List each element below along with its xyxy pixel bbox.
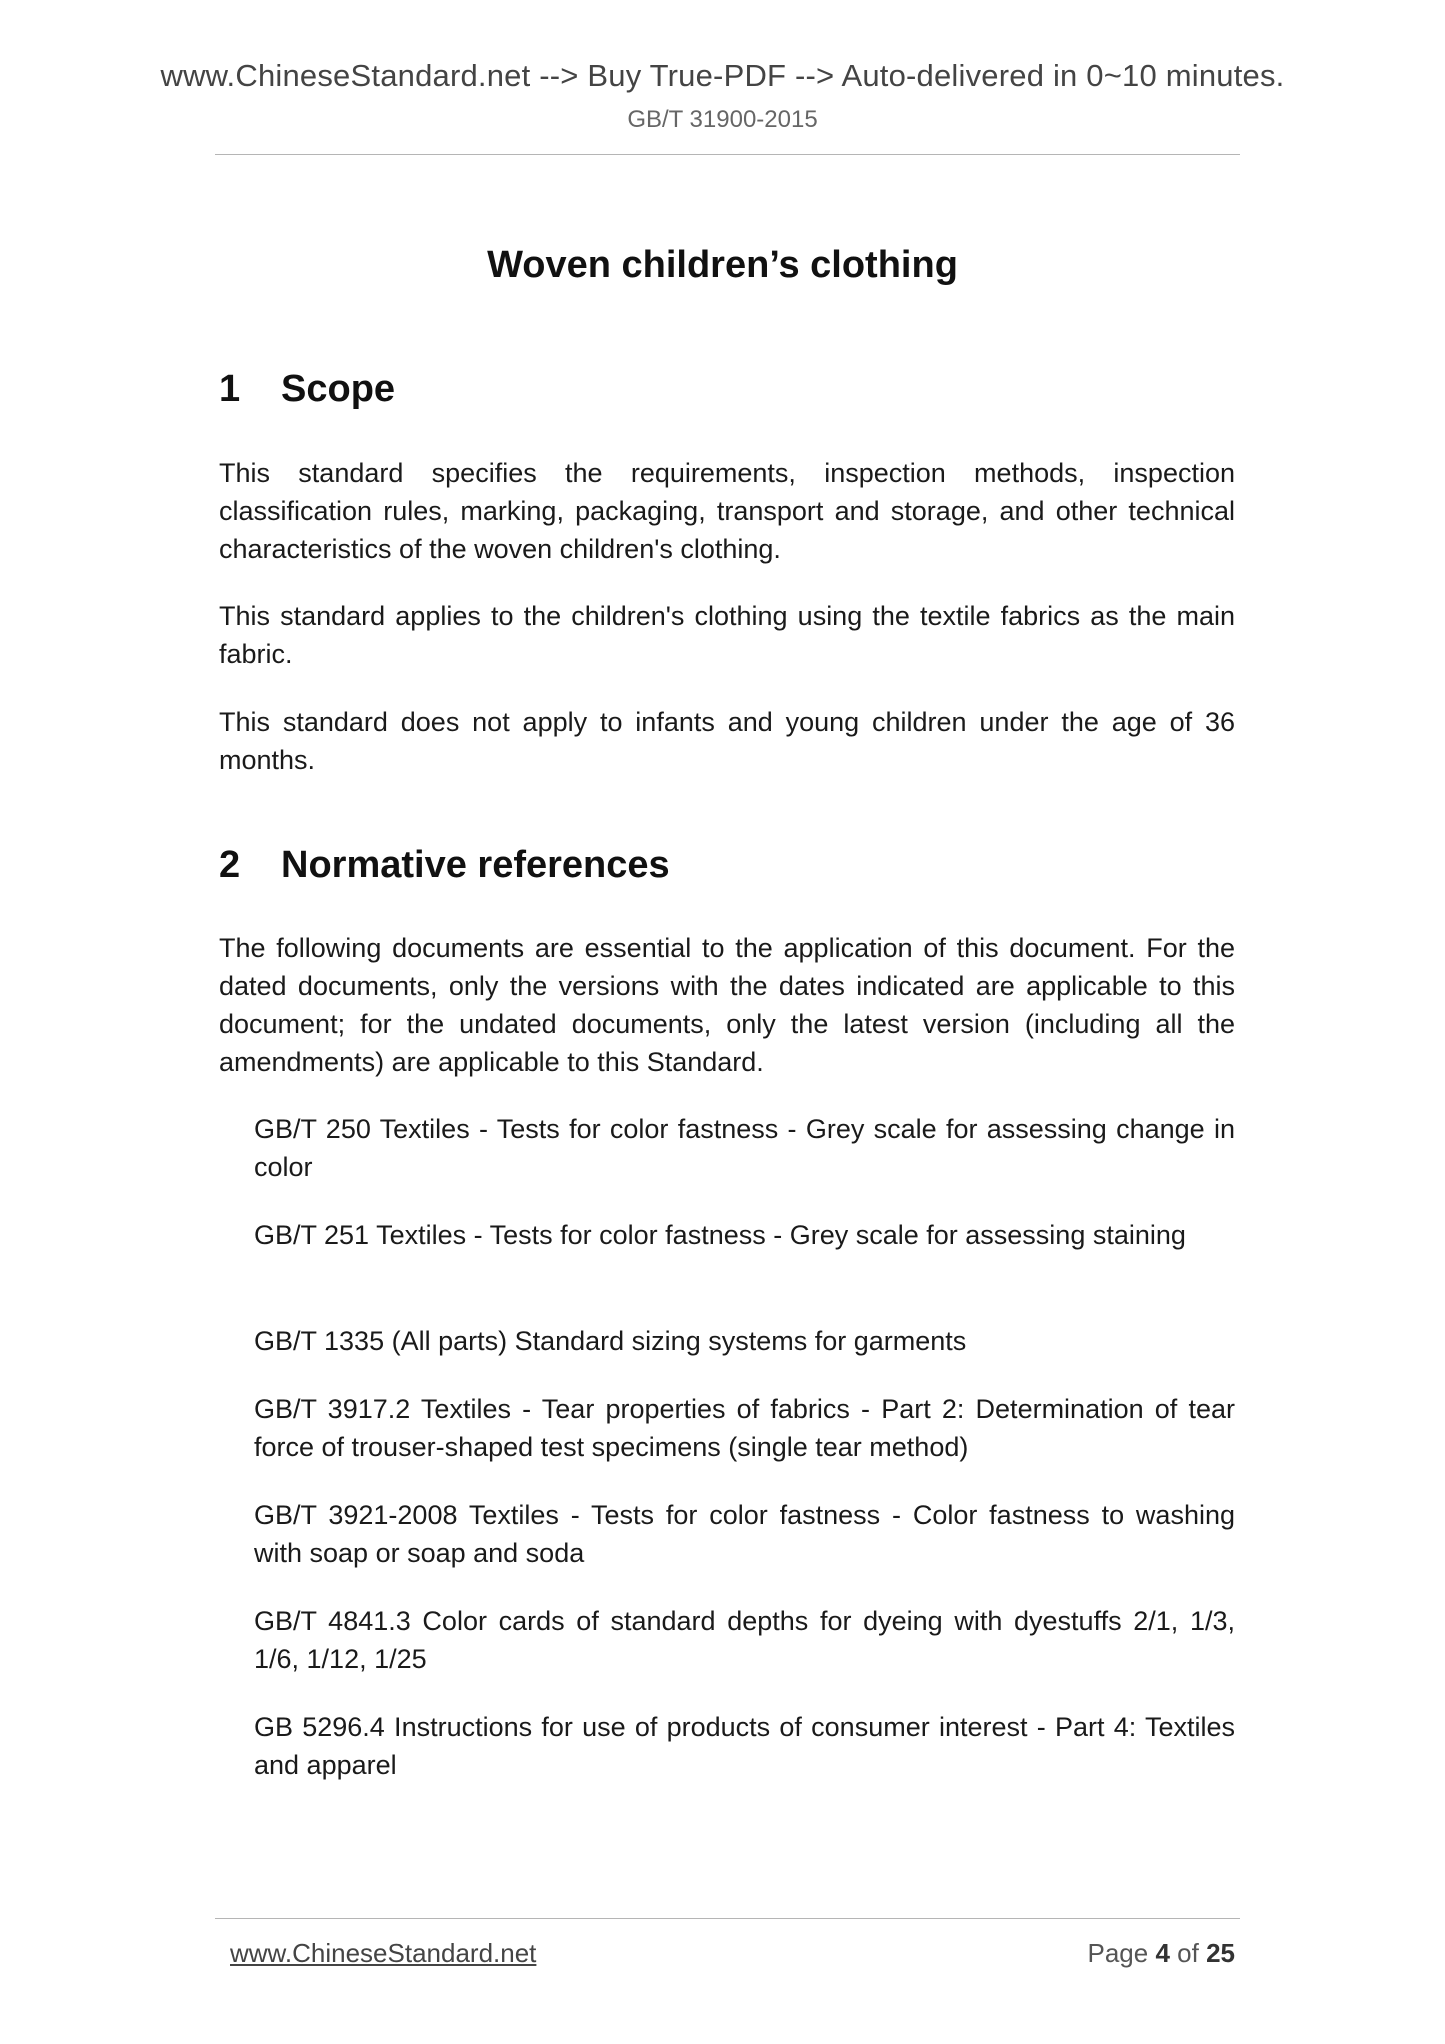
section-heading-scope [219,368,395,411]
section-title: Scope [281,368,396,410]
reference-item: GB 5296.4 Instructions for use of products of consumer interest - Part 4: Textiles and apparel [254,1712,1235,1780]
document-title: Woven children’s clothing [487,244,958,286]
reference-item: GB/T 1335 (All parts) Standard sizing systems for garments [254,1326,967,1356]
page-current: 4 [1155,1938,1170,1968]
scope-paragraph-2: This standard applies to the children's clothing using the textile fabrics as the main fabric. [219,601,1235,669]
header-standard-code: GB/T 31900-2015 [627,106,818,133]
scope-paragraph-1: This standard specifies the requirements, inspection methods, inspection classification rules, marking, packaging, transport and storage, and other technical characteristics of the woven children's clothing. [219,458,1235,564]
reference-item: GB/T 4841.3 Color cards of standard depths for dyeing with dyestuffs 2/1, 1/3, 1/6, 1/12, 1/25 [254,1606,1235,1674]
footer-page-number [1087,1938,1235,1969]
section-number: 2 [219,844,241,886]
footer-divider [215,1918,1240,1919]
normative-references-intro: The following documents are essential to the application of this document. For the dated documents, only the versions with the dates indicated are applicable to this document; for the undated documents, only the latest version (including all the amendments) are applicable to this Standard. [219,933,1235,1077]
reference-item: GB/T 3921-2008 Textiles - Tests for color fastness - Color fastness to washing with soap or soap and soda [254,1500,1235,1568]
scope-paragraph-3: This standard does not apply to infants and young children under the age of 36 months. [219,707,1235,775]
header-divider [215,154,1240,155]
footer-site-link[interactable]: www.ChineseStandard.net [230,1938,537,1968]
page-label: Page [1087,1938,1149,1968]
section-heading-normative-references [219,844,670,887]
header-promo-text: www.ChineseStandard.net --> Buy True-PDF --> Auto-delivered in 0~10 minutes. [160,58,1285,93]
page-total: 25 [1206,1938,1235,1968]
reference-item: GB/T 251 Textiles - Tests for color fastness - Grey scale for assessing staining [254,1220,1186,1250]
reference-item: GB/T 3917.2 Textiles - Tear properties of fabrics - Part 2: Determination of tear force of trouser-shaped test specimens (single tear method) [254,1394,1235,1462]
section-number: 1 [219,368,241,410]
page-of-label: of [1177,1938,1199,1968]
reference-item: GB/T 250 Textiles - Tests for color fastness - Grey scale for assessing change in color [254,1114,1235,1182]
section-title: Normative references [281,844,670,886]
